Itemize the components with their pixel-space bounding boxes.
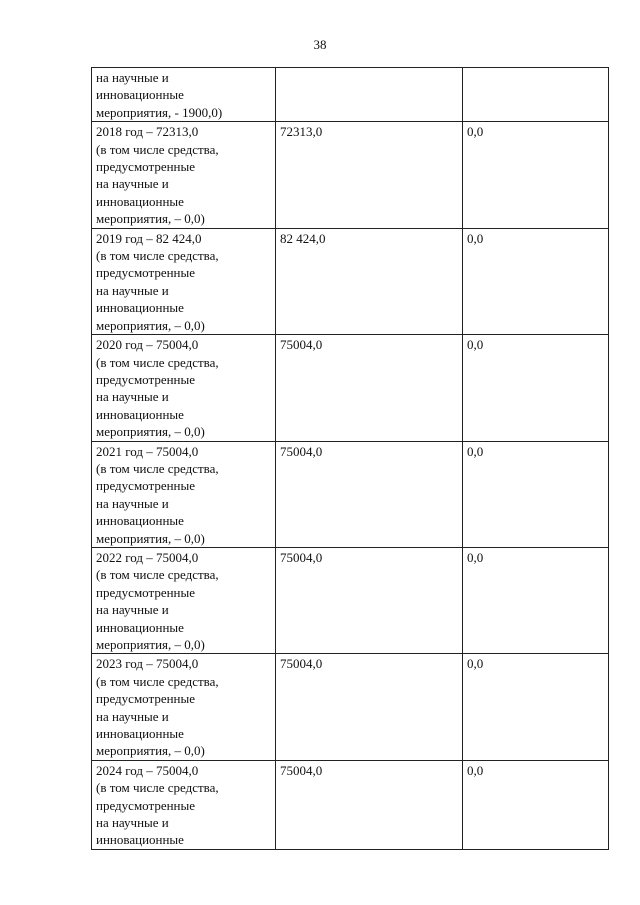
cell-description <box>92 654 276 760</box>
cell-total-amount: 75004,0 <box>276 760 463 849</box>
description-line: предусмотренные <box>96 265 196 281</box>
description-line: 2023 год – 75004,0 <box>96 656 199 672</box>
description-line: на научные и <box>96 495 169 511</box>
description-line: инновационные <box>96 406 184 422</box>
description-line: 2020 год – 75004,0 <box>96 337 199 353</box>
cell-total-amount <box>276 68 463 122</box>
description-line: на научные и <box>96 815 169 831</box>
description-line: на научные и <box>96 708 169 724</box>
cell-other-amount: 0,0 <box>463 760 609 849</box>
cell-other-amount <box>463 68 609 122</box>
table-row <box>92 68 609 122</box>
description-line: мероприятия, – 0,0) <box>96 424 205 440</box>
page-number: 38 <box>313 37 327 52</box>
description-line: инновационные <box>96 300 184 316</box>
description-line: мероприятия, – 0,0) <box>96 637 205 652</box>
description-line: инновационные <box>96 87 184 103</box>
cell-total-amount: 75004,0 <box>276 335 463 441</box>
table-row <box>92 760 609 849</box>
description-line: 2021 год – 75004,0 <box>96 443 199 459</box>
table-row <box>92 441 609 547</box>
description-line: 2024 год – 75004,0 <box>96 762 199 778</box>
description-line: (в том числе средства, <box>96 141 219 157</box>
description-line: мероприятия, - 1900,0) <box>96 104 223 120</box>
description-line: 2019 год – 82 424,0 <box>96 230 202 246</box>
budget-table <box>91 67 609 850</box>
description-line: 2018 год – 72313,0 <box>96 124 199 140</box>
description-line: инновационные <box>96 832 184 848</box>
description-line: (в том числе средства, <box>96 780 219 796</box>
cell-total-amount: 72313,0 <box>276 122 463 228</box>
description-line: инновационные <box>96 619 184 635</box>
description-line: мероприятия, – 0,0) <box>96 743 205 759</box>
table-row <box>92 654 609 760</box>
description-line: мероприятия, – 0,0) <box>96 317 205 333</box>
cell-other-amount: 0,0 <box>463 441 609 547</box>
cell-description <box>92 68 276 122</box>
description-line: на научные и <box>96 602 169 618</box>
description-line: мероприятия, – 0,0) <box>96 211 205 227</box>
cell-description <box>92 122 276 228</box>
description-line: предусмотренные <box>96 159 196 175</box>
description-line: инновационные <box>96 193 184 209</box>
cell-other-amount: 0,0 <box>463 654 609 760</box>
description-line: (в том числе средства, <box>96 248 219 264</box>
description-line: (в том числе средства, <box>96 354 219 370</box>
cell-total-amount: 82 424,0 <box>276 228 463 334</box>
table-row <box>92 335 609 441</box>
cell-total-amount: 75004,0 <box>276 441 463 547</box>
cell-other-amount: 0,0 <box>463 122 609 228</box>
description-line: инновационные <box>96 726 184 742</box>
description-line: на научные и <box>96 70 169 85</box>
description-line: мероприятия, – 0,0) <box>96 530 205 546</box>
table-row <box>92 122 609 228</box>
cell-total-amount: 75004,0 <box>276 654 463 760</box>
cell-description <box>92 335 276 441</box>
table-body <box>92 68 609 850</box>
description-line: (в том числе средства, <box>96 460 219 476</box>
cell-other-amount: 0,0 <box>463 547 609 653</box>
description-line: 2022 год – 75004,0 <box>96 549 199 565</box>
cell-description <box>92 547 276 653</box>
description-line: предусмотренные <box>96 691 196 707</box>
table-row <box>92 547 609 653</box>
description-line: (в том числе средства, <box>96 567 219 583</box>
cell-description <box>92 441 276 547</box>
table-row <box>92 228 609 334</box>
cell-other-amount: 0,0 <box>463 228 609 334</box>
description-line: инновационные <box>96 513 184 529</box>
description-line: на научные и <box>96 176 169 192</box>
description-line: на научные и <box>96 389 169 405</box>
cell-description <box>92 760 276 849</box>
description-line: (в том числе средства, <box>96 673 219 689</box>
description-line: на научные и <box>96 282 169 298</box>
description-line: предусмотренные <box>96 478 196 494</box>
description-line: предусмотренные <box>96 584 196 600</box>
cell-description <box>92 228 276 334</box>
description-line: предусмотренные <box>96 371 196 387</box>
cell-total-amount: 75004,0 <box>276 547 463 653</box>
cell-other-amount: 0,0 <box>463 335 609 441</box>
description-line: предусмотренные <box>96 797 196 813</box>
